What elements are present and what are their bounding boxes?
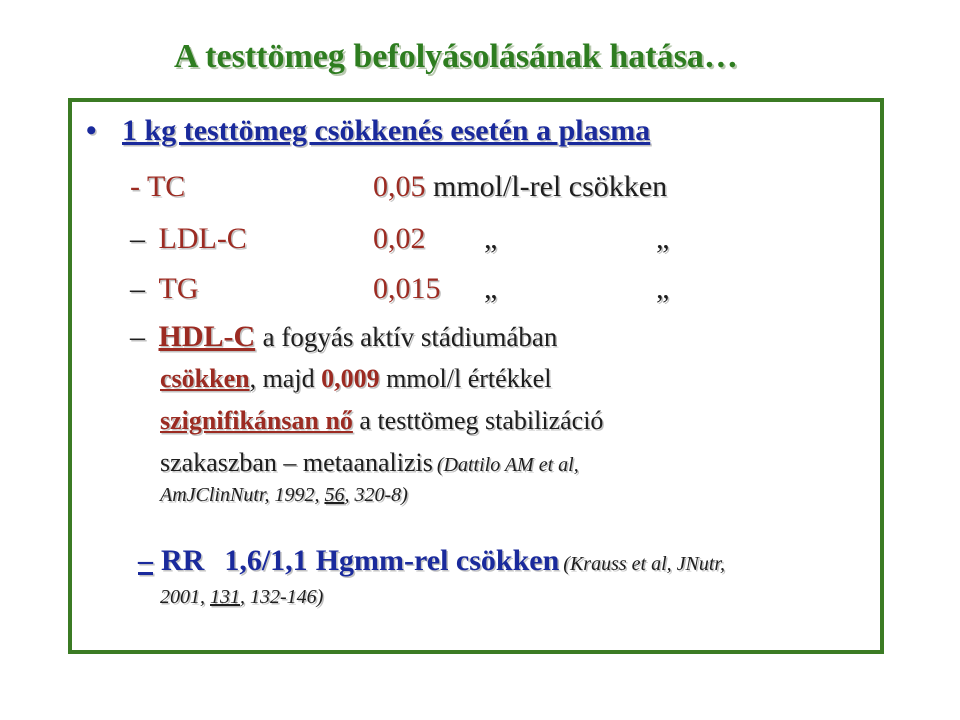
hdl-line-5 xyxy=(160,484,408,507)
hdl-text-3: mmol/l értékkel xyxy=(386,364,552,393)
hdl-label: HDL-C xyxy=(158,320,256,353)
hdl-text-4: a testtömeg stabilizáció xyxy=(359,406,604,435)
row-tc xyxy=(130,170,185,204)
row-tc-value xyxy=(373,170,667,204)
rr-cite-volume: 131 xyxy=(210,586,240,608)
tg-value: 0,015 xyxy=(373,272,441,305)
ldl-ditto-1: „ xyxy=(484,222,498,255)
hdl-cite-1: (Dattilo AM et al, xyxy=(436,454,579,476)
rr-cite-1: (Krauss et al, JNutr, xyxy=(563,553,725,575)
row-ldl xyxy=(130,222,247,256)
hdl-line-2 xyxy=(160,364,551,394)
hdl-csokken: csökken xyxy=(160,364,250,393)
ldl-ditto-2: „ xyxy=(656,222,670,255)
ldl-dash: – xyxy=(130,222,145,255)
tg-dash: – xyxy=(130,272,145,305)
tg-ditto-1: „ xyxy=(484,272,498,305)
ldl-value: 0,02 xyxy=(373,222,426,255)
bullet-line xyxy=(86,114,650,148)
row-tg xyxy=(130,272,199,306)
hdl-line-1 xyxy=(130,320,557,354)
ldl-label: LDL-C xyxy=(158,222,247,255)
tc-dash: - xyxy=(130,170,140,203)
hdl-text-2: , majd xyxy=(249,364,315,393)
hdl-cite-2b: , 320-8) xyxy=(344,484,408,506)
rr-line-1 xyxy=(138,544,725,578)
tc-value: 0,05 xyxy=(373,170,426,203)
rr-label: RR xyxy=(161,544,205,577)
tg-label: TG xyxy=(158,272,199,305)
hdl-cite-2a: AmJClinNutr, 1992, xyxy=(160,484,320,506)
hdl-value: 0,009 xyxy=(321,364,380,393)
rr-text: Hgmm-rel csökken xyxy=(315,544,560,577)
tc-unit: mmol/l-rel csökken xyxy=(433,170,668,203)
hdl-line-4 xyxy=(160,448,579,478)
tc-label: TC xyxy=(146,170,186,203)
rr-value: 1,6/1,1 xyxy=(224,544,308,577)
bullet-text: 1 kg testtömeg csökkenés esetén a plasma xyxy=(122,114,651,147)
hdl-text-5: szakaszban – metaanalizis xyxy=(160,448,433,477)
tg-ditto-2: „ xyxy=(656,272,670,305)
hdl-szignifikansan: szignifikánsan nő xyxy=(160,406,353,435)
hdl-line-3 xyxy=(160,406,603,436)
rr-dash: – xyxy=(138,544,153,577)
rr-cite-2b: , 132-146) xyxy=(240,586,324,608)
rr-cite-2a: 2001, xyxy=(160,586,205,608)
hdl-cite-volume: 56 xyxy=(324,484,345,506)
hdl-text-1: a fogyás aktív stádiumában xyxy=(262,322,558,352)
bullet-icon: • xyxy=(86,114,97,147)
rr-line-2 xyxy=(160,586,323,609)
slide-title: A testtömeg befolyásolásának hatása… xyxy=(174,38,738,75)
hdl-dash: – xyxy=(130,320,145,353)
